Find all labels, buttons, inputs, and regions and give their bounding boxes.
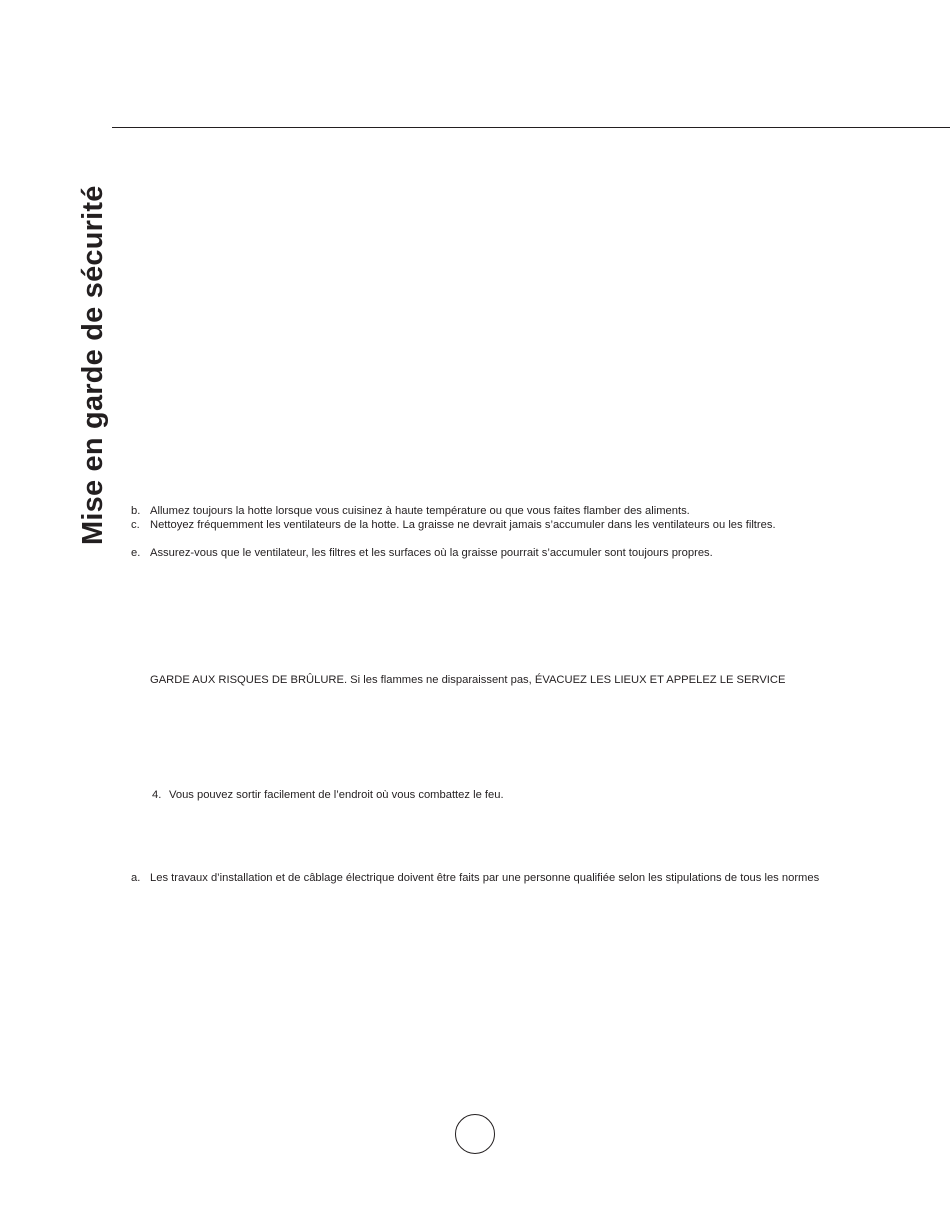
page-number-circle [455,1114,495,1154]
header-rule [112,127,950,128]
list-marker: 4. [152,789,162,801]
list-item-text: Allumez toujours la hotte lorsque vous cuisinez à haute température ou que vous faites flamber des aliments. [150,505,690,517]
list-marker: e. [131,547,141,559]
list-marker: b. [131,505,141,517]
list-item-text: Les travaux d’installation et de câblage électrique doivent être faits par une personne qualifiée selon les stipulations de tous les normes [150,872,820,884]
burn-warning-text: GARDE AUX RISQUES DE BRÛLURE. Si les flammes ne disparaissent pas, ÉVACUEZ LES LIEUX ET APPELEZ LE SERVICE [150,674,786,686]
list-marker: c. [131,519,140,531]
section-side-title: Mise en garde de sécurité [77,185,109,545]
list-item-text: Nettoyez fréquemment les ventilateurs de la hotte. La graisse ne devrait jamais s’accumuler dans les ventilateurs ou les filtres. [150,519,776,531]
list-item-text: Assurez-vous que le ventilateur, les filtres et les surfaces où la graisse pourrait s’accumuler sont toujours propres. [150,547,713,559]
list-marker: a. [131,872,141,884]
list-item-text: Vous pouvez sortir facilement de l’endroit où vous combattez le feu. [169,789,504,801]
